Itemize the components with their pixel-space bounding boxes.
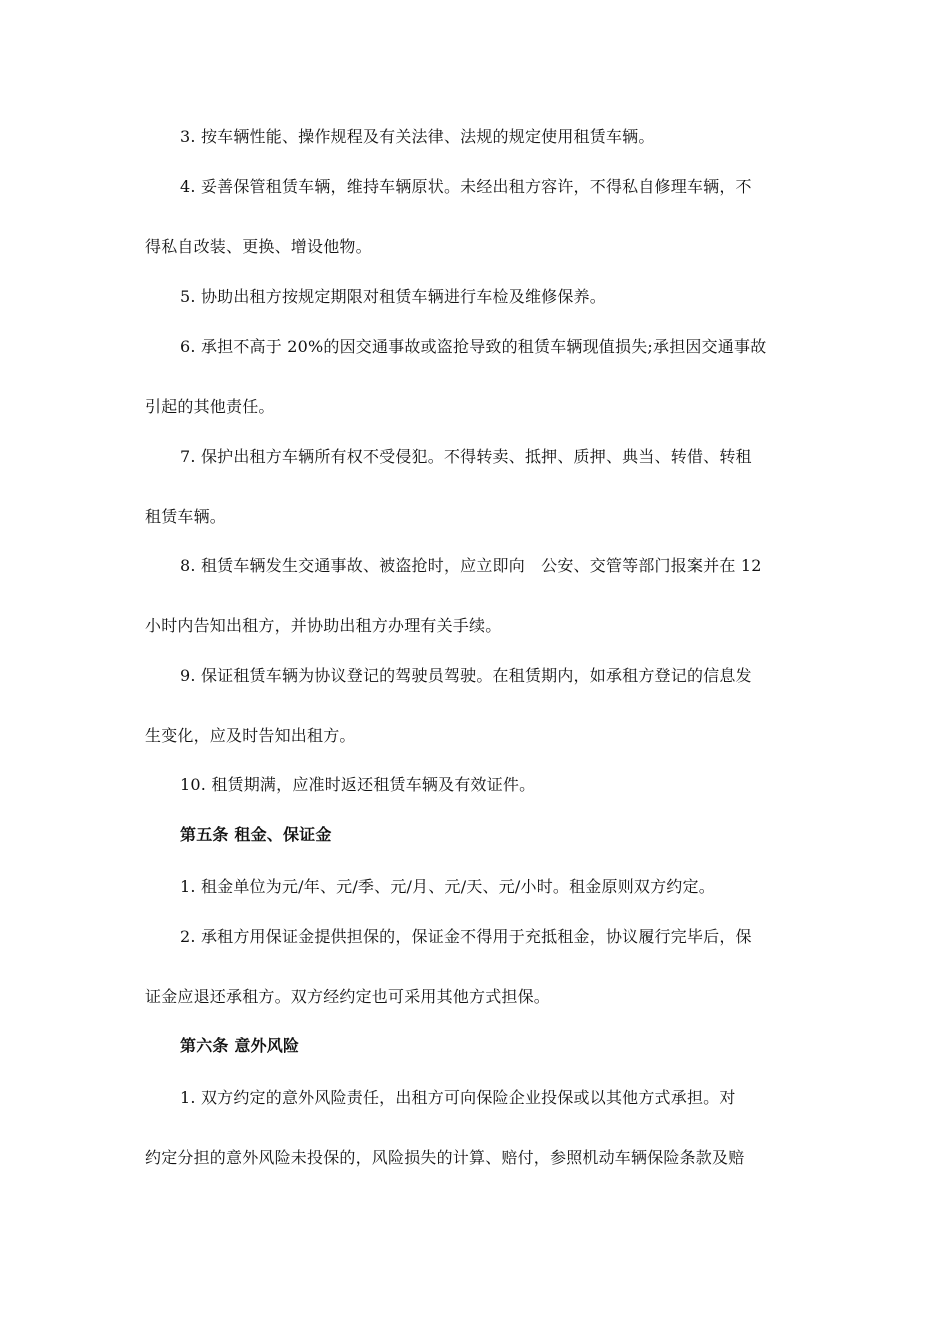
section-heading: 第五条 租金、保证金 <box>180 825 332 844</box>
text-line: 证金应退还承租方。双方经约定也可采用其他方式担保。 <box>145 987 551 1006</box>
text-line: 7. 保护出租方车辆所有权不受侵犯。不得转卖、抵押、质押、典当、转借、转租 <box>180 447 752 466</box>
text-line: 5. 协助出租方按规定期限对租赁车辆进行车检及维修保养。 <box>180 287 606 306</box>
text-line: 4. 妥善保管租赁车辆，维持车辆原状。未经出租方容许，不得私自修理车辆，不 <box>180 177 752 196</box>
text-line: 得私自改装、更换、增设他物。 <box>145 237 372 256</box>
text-line: 1. 双方约定的意外风险责任，出租方可向保险企业投保或以其他方式承担。对 <box>180 1088 736 1107</box>
text-line: 6. 承担不高于 20%的因交通事故或盗抢导致的租赁车辆现值损失;承担因交通事故 <box>180 337 767 356</box>
text-line: 10. 租赁期满，应准时返还租赁车辆及有效证件。 <box>180 775 536 794</box>
text-line: 租赁车辆。 <box>145 507 227 526</box>
text-line: 3. 按车辆性能、操作规程及有关法律、法规的规定使用租赁车辆。 <box>180 127 655 146</box>
text-line: 1. 租金单位为元/年、元/季、元/月、元/天、元/小时。租金原则双方约定。 <box>180 877 715 896</box>
text-line: 引起的其他责任。 <box>145 397 275 416</box>
section-heading: 第六条 意外风险 <box>180 1036 300 1055</box>
text-line: 9. 保证租赁车辆为协议登记的驾驶员驾驶。在租赁期内，如承租方登记的信息发 <box>180 666 752 685</box>
text-line: 生变化，应及时告知出租方。 <box>145 726 356 745</box>
text-line: 约定分担的意外风险未投保的，风险损失的计算、赔付，参照机动车辆保险条款及赔 <box>145 1148 745 1167</box>
text-line: 2. 承租方用保证金提供担保的，保证金不得用于充抵租金，协议履行完毕后，保 <box>180 927 752 946</box>
text-line: 8. 租赁车辆发生交通事故、被盗抢时，应立即向 公安、交管等部门报案并在 12 <box>180 556 762 575</box>
text-line: 小时内告知出租方，并协助出租方办理有关手续。 <box>145 616 502 635</box>
